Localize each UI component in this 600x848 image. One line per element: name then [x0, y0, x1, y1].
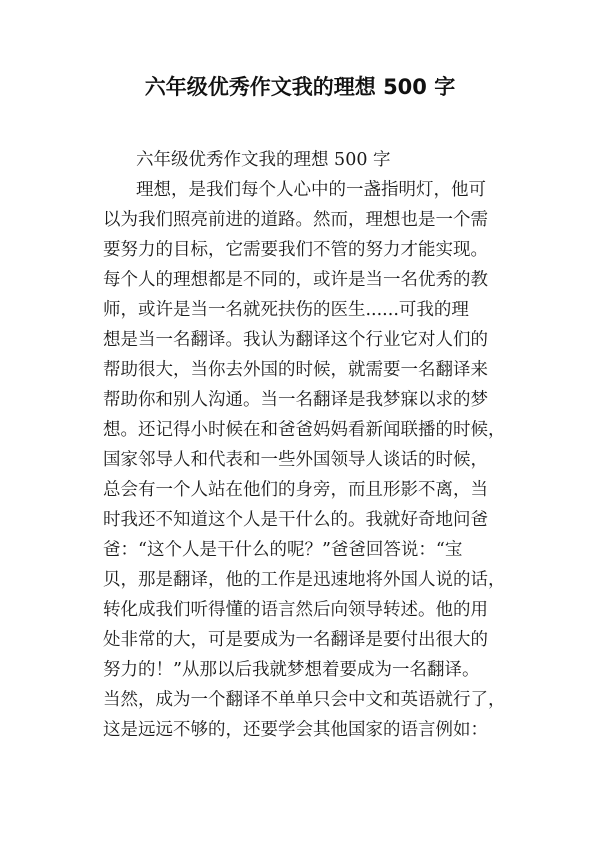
- paragraph-line: 爸：“这个人是干什么的呢？”爸爸回答说：“宝: [103, 540, 463, 560]
- paragraph-line: 国家邻导人和代表和一些外国领导人谈话的时候，: [103, 450, 488, 470]
- paragraph-line: 处非常的大，可是要成为一名翻译是要付出很大的: [103, 630, 488, 650]
- paragraph-line: 要努力的目标，它需要我们不管的努力才能实现。: [103, 240, 488, 260]
- paragraph-line: 理想，是我们每个人心中的一盏指明灯，他可: [136, 180, 486, 200]
- paragraph-line: 每个人的理想都是不同的，或许是当一名优秀的教: [103, 270, 488, 290]
- paragraph-line: 努力的！”从那以后我就梦想着要成为一名翻译。: [103, 660, 480, 680]
- paragraph-line: 以为我们照亮前进的道路。然而，理想也是一个需: [103, 210, 488, 230]
- paragraph-line: 时我还不知道这个人是干什么的。我就好奇地问爸: [103, 510, 488, 530]
- paragraph-line: 转化成我们听得懂的语言然后向领导转述。他的用: [103, 600, 488, 620]
- paragraph-line: 帮助很大，当你去外国的时候，就需要一名翻译来: [103, 360, 488, 380]
- paragraph-line: 这是远远不够的，还要学会其他国家的语言例如：: [103, 720, 488, 740]
- document-subtitle: 六年级优秀作文我的理想 500 字: [136, 150, 391, 170]
- paragraph-line: 当然，成为一个翻译不单单只会中文和英语就行了，: [103, 690, 506, 710]
- document-title: 六年级优秀作文我的理想 500 字: [144, 75, 456, 99]
- paragraph-line: 想。还记得小时候在和爸爸妈妈看新闻联播的时候，: [103, 420, 506, 440]
- paragraph-line: 想是当一名翻译。我认为翻译这个行业它对人们的: [103, 330, 488, 350]
- paragraph-line: 帮助你和别人沟通。当一名翻译是我梦寐以求的梦: [103, 390, 488, 410]
- paragraph-line: 贝，那是翻译，他的工作是迅速地将外国人说的话，: [103, 570, 506, 590]
- paragraph-line: 师，或许是当一名就死扶伤的医生......可我的理: [103, 300, 469, 320]
- document-body: [103, 145, 523, 745]
- paragraph-line: 总会有一个人站在他们的身旁，而且形影不离，当: [103, 480, 488, 500]
